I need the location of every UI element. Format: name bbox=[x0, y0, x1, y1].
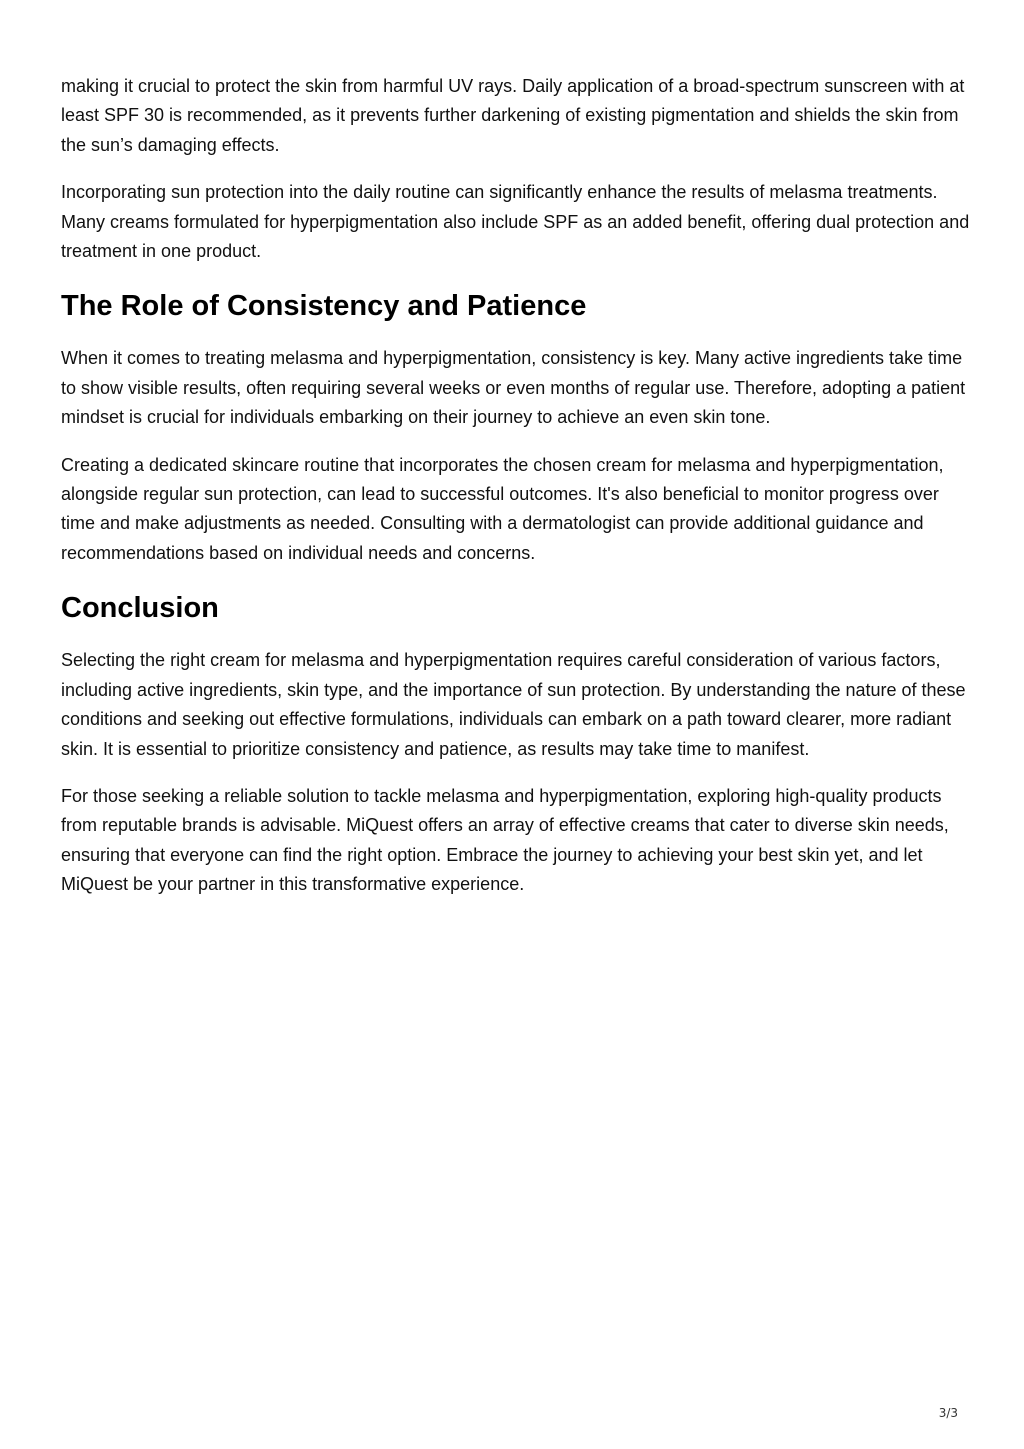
heading-conclusion: Conclusion bbox=[61, 592, 219, 625]
paragraph-conclusion-selecting: Selecting the right cream for melasma and hyperpigmentation requires careful consideration of various factors, including active ingredients, skin type, and the importance of sun protection. By understanding the nature of these conditions and seeking out effective formulations, individuals can embark on a path toward clearer, more radiant skin. It is essential to prioritize consistency and patience, as results may take time to manifest. bbox=[61, 650, 966, 759]
heading-consistency-patience: The Role of Consistency and Patience bbox=[61, 290, 587, 323]
paragraph-skincare-routine: Creating a dedicated skincare routine that incorporates the chosen cream for melasma and hyperpigmentation, alongside regular sun protection, can lead to successful outcomes. It's also beneficial to monitor progress over time and make adjustments as needed. Consulting with a dermatologist can provide additional guidance and recommendations based on individual needs and concerns. bbox=[61, 454, 944, 563]
paragraph-conclusion-miquest: For those seeking a reliable solution to tackle melasma and hyperpigmentation, exploring high-quality products from reputable brands is advisable. MiQuest offers an array of effective creams that cater to diverse skin needs, ensuring that everyone can find the right option. Embrace the journey to achieving your best skin yet, and let MiQuest be your partner in this transformative experience. bbox=[61, 785, 949, 895]
document-page bbox=[61, 72, 971, 918]
page-number: 3/3 bbox=[938, 1406, 958, 1420]
paragraph-sun-protection-continued: making it crucial to protect the skin from harmful UV rays. Daily application of a broad-spectrum sunscreen with at least SPF 30 is recommended, as it prevents further darkening of existing pigmentation and shields the skin from the sun’s damaging effects. bbox=[61, 76, 965, 155]
paragraph-sun-protection-routine: Incorporating sun protection into the daily routine can significantly enhance the results of melasma treatments. Many creams formulated for hyperpigmentation also include SPF as an added benefit, offering dual protection and treatment in one product. bbox=[61, 182, 970, 262]
paragraph-consistency-key: When it comes to treating melasma and hyperpigmentation, consistency is key. Many active ingredients take time to show visible results, often requiring several weeks or even months of regular use. Therefore, adopting a patient mindset is crucial for individuals embarking on their journey to achieve an even skin tone. bbox=[61, 348, 966, 428]
